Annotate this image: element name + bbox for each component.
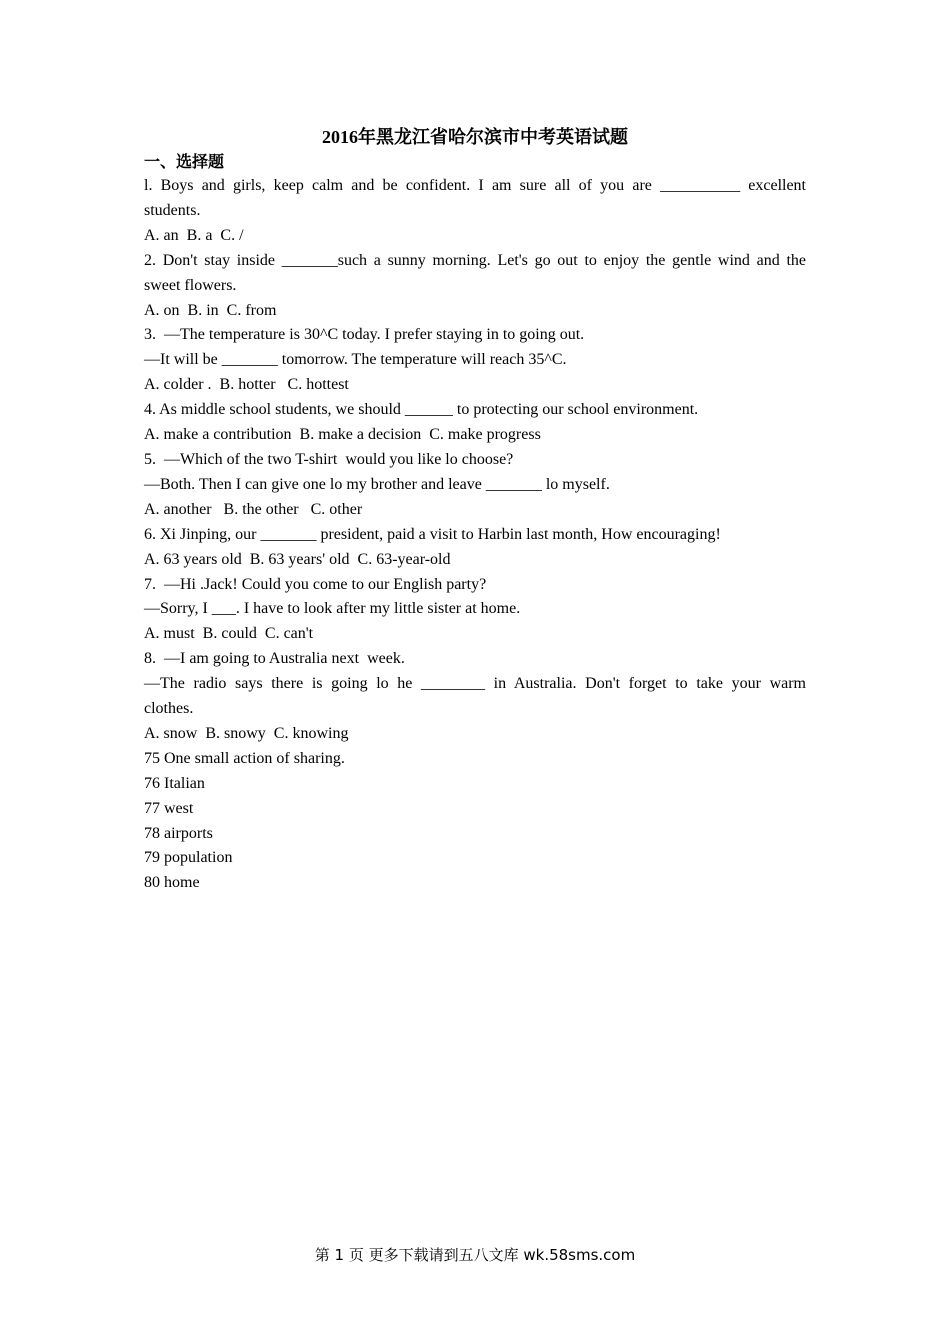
text-line: —The radio says there is going lo he ________ in Australia. Don't forget to take your warm [144, 675, 806, 693]
text-line: —It will be _______ tomorrow. The temperature will reach 35^C. [144, 351, 567, 369]
text-line: A. an B. a C. / [144, 226, 244, 244]
text-line: 79 population [144, 849, 233, 867]
text-line: 5. —Which of the two T-shirt would you like lo choose? [144, 450, 514, 468]
text-line: 6. Xi Jinping, our _______ president, paid a visit to Harbin last month, How encouraging! [144, 525, 721, 543]
text-line: 3. —The temperature is 30^C today. I prefer staying in to going out. [144, 326, 585, 344]
text-line: A. on B. in C. from [144, 301, 277, 319]
text-line: 75 One small action of sharing. [144, 749, 345, 767]
text-line: 80 home [144, 874, 200, 892]
text-line: A. another B. the other C. other [144, 500, 363, 518]
text-line: A. 63 years old B. 63 years' old C. 63-year-old [144, 550, 451, 568]
text-line: —Both. Then I can give one lo my brother and leave _______ lo myself. [144, 475, 610, 493]
text-line: A. snow B. snowy C. knowing [144, 724, 349, 742]
text-line: A. make a contribution B. make a decision C. make progress [144, 426, 541, 444]
text-line: A. must B. could C. can't [144, 625, 314, 643]
text-line: 77 west [144, 799, 194, 817]
text-line: students. [144, 201, 201, 219]
text-line: l. Boys and girls, keep calm and be confident. I am sure all of you are __________ excellent [144, 177, 806, 194]
page-footer: 第 1 页 更多下载请到五八文库 wk.58sms.com [314, 1246, 636, 1264]
text-line: sweet flowers. [144, 276, 237, 294]
text-line: 7. —Hi .Jack! Could you come to our English party? [144, 575, 487, 593]
text-line: 76 Italian [144, 774, 205, 792]
text-line: 78 airports [144, 824, 213, 842]
text-line: 8. —I am going to Australia next week. [144, 650, 405, 668]
document-title: 2016年黑龙江省哈尔滨市中考英语试题 [322, 127, 628, 147]
text-line: 4. As middle school students, we should ______ to protecting our school environment. [144, 401, 699, 419]
text-line: 2. Don't stay inside _______such a sunny morning. Let's go out to enjoy the gentle wind and the [144, 251, 806, 269]
text-line: —Sorry, I ___. I have to look after my little sister at home. [144, 600, 521, 618]
text-line: clothes. [144, 700, 194, 718]
question-list [144, 174, 806, 896]
section-heading: 一、选择题 [144, 152, 225, 171]
text-line: A. colder . B. hotter C. hottest [144, 376, 349, 394]
